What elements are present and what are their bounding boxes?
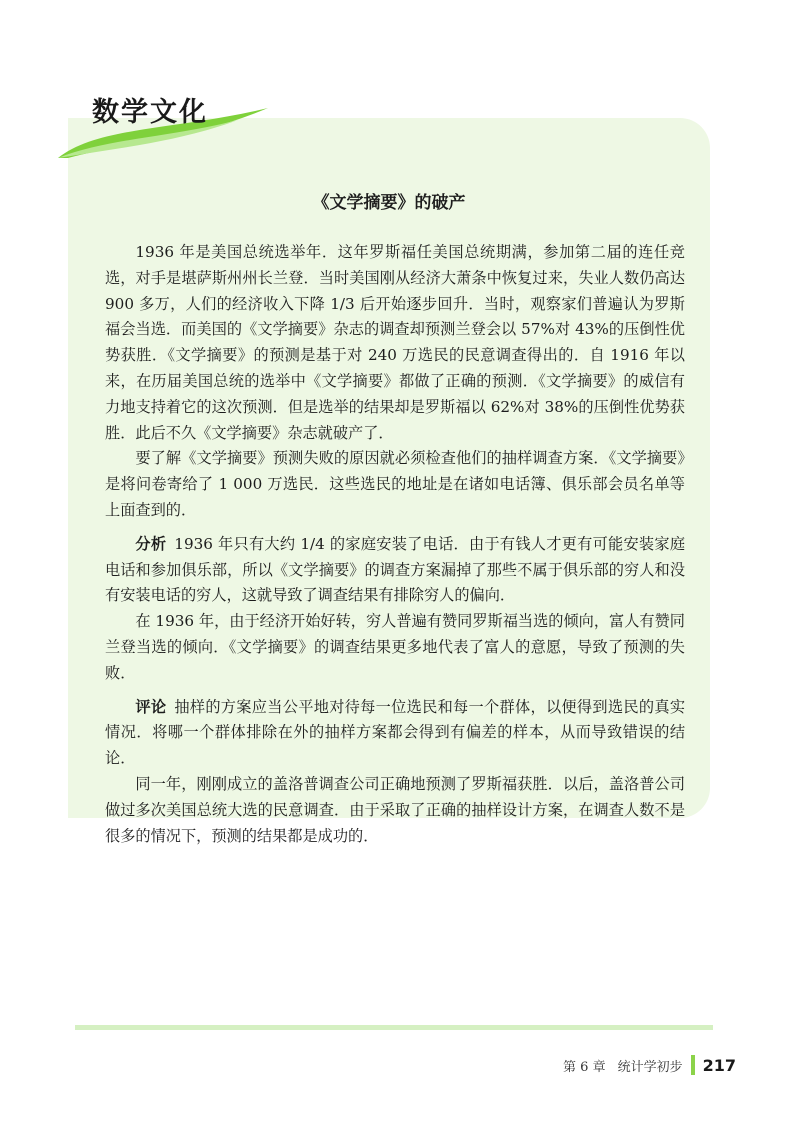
comment-label: 评论 — [135, 697, 167, 716]
analysis-paragraph — [105, 532, 685, 609]
footer-accent-bar — [691, 1055, 695, 1075]
chapter-number: 第 6 章 — [563, 1059, 606, 1075]
page-footer — [563, 1055, 736, 1075]
analysis-follow-paragraph: 在 1936 年，由于经济开始好转，穷人普遍有赞同罗斯福当选的倾向，富人有赞同兰登当选的倾向．《文学摘要》的调查结果更多地代表了富人的意愿，导致了预测的失败． — [105, 612, 685, 682]
article-title: 《文学摘要》的破产 — [312, 193, 466, 213]
paragraph-intro: 1936 年是美国总统选举年．这年罗斯福任美国总统期满，参加第二届的连任竞选，对手是堪萨斯州州长兰登．当时美国刚从经济大萧条中恢复过来，失业人数仍高达 900 多万，人们的经济收入下降 1/3 后开始逐步回升．当时，观察家们普遍认为罗斯福会当选．而美国的《文学摘要》杂志的调查却预测兰登会以 57%对 43%的压倒性优势获胜．《文学摘要》的预测是基于对 240 万选民的民意调查得出的．自 1916 年以来，在历届美国总统的选举中《文学摘要》都做了正确的预测．《文学摘要》的威信有力地支持着它的这次预测．但是选举的结果却是罗斯福以 62%对 38%的压倒性优势获胜．此后不久《文学摘要》杂志就破产了． — [105, 243, 685, 442]
analysis-label: 分析 — [135, 534, 167, 553]
comment-follow-paragraph: 同一年，刚刚成立的盖洛普调查公司正确地预测了罗斯福获胜．以后，盖洛普公司做过多次美国总统大选的民意调查．由于采取了正确的抽样设计方案，在调查人数不是很多的情况下，预测的结果都是成功的． — [105, 774, 685, 845]
chapter-title: 统计学初步 — [617, 1059, 683, 1075]
article-body — [105, 240, 685, 849]
bottom-divider — [75, 1025, 713, 1030]
comment-text: 抽样的方案应当公平地对待每一位选民和每一个群体，以便得到选民的真实情况．将哪一个群体排除在外的抽样方案都会得到有偏差的样本，从而导致错误的结论． — [105, 697, 686, 768]
comment-paragraph — [105, 695, 685, 772]
section-title: 数学文化 — [92, 97, 208, 128]
page-number: 217 — [702, 1055, 736, 1075]
analysis-text: 1936 年只有大约 1/4 的家庭安装了电话．由于有钱人才更有可能安装家庭电话和参加俱乐部，所以《文学摘要》的调查方案漏掉了那些不属于俱乐部的穷人和没有安装电话的穷人，这就导致了调查结果有排除穷人的偏向． — [105, 534, 686, 605]
paragraph-method: 要了解《文学摘要》预测失败的原因就必须检查他们的抽样调查方案．《文学摘要》是将问卷寄给了 1 000 万选民．这些选民的地址是在诸如电话簿、俱乐部会员名单等上面查到的． — [105, 449, 685, 519]
